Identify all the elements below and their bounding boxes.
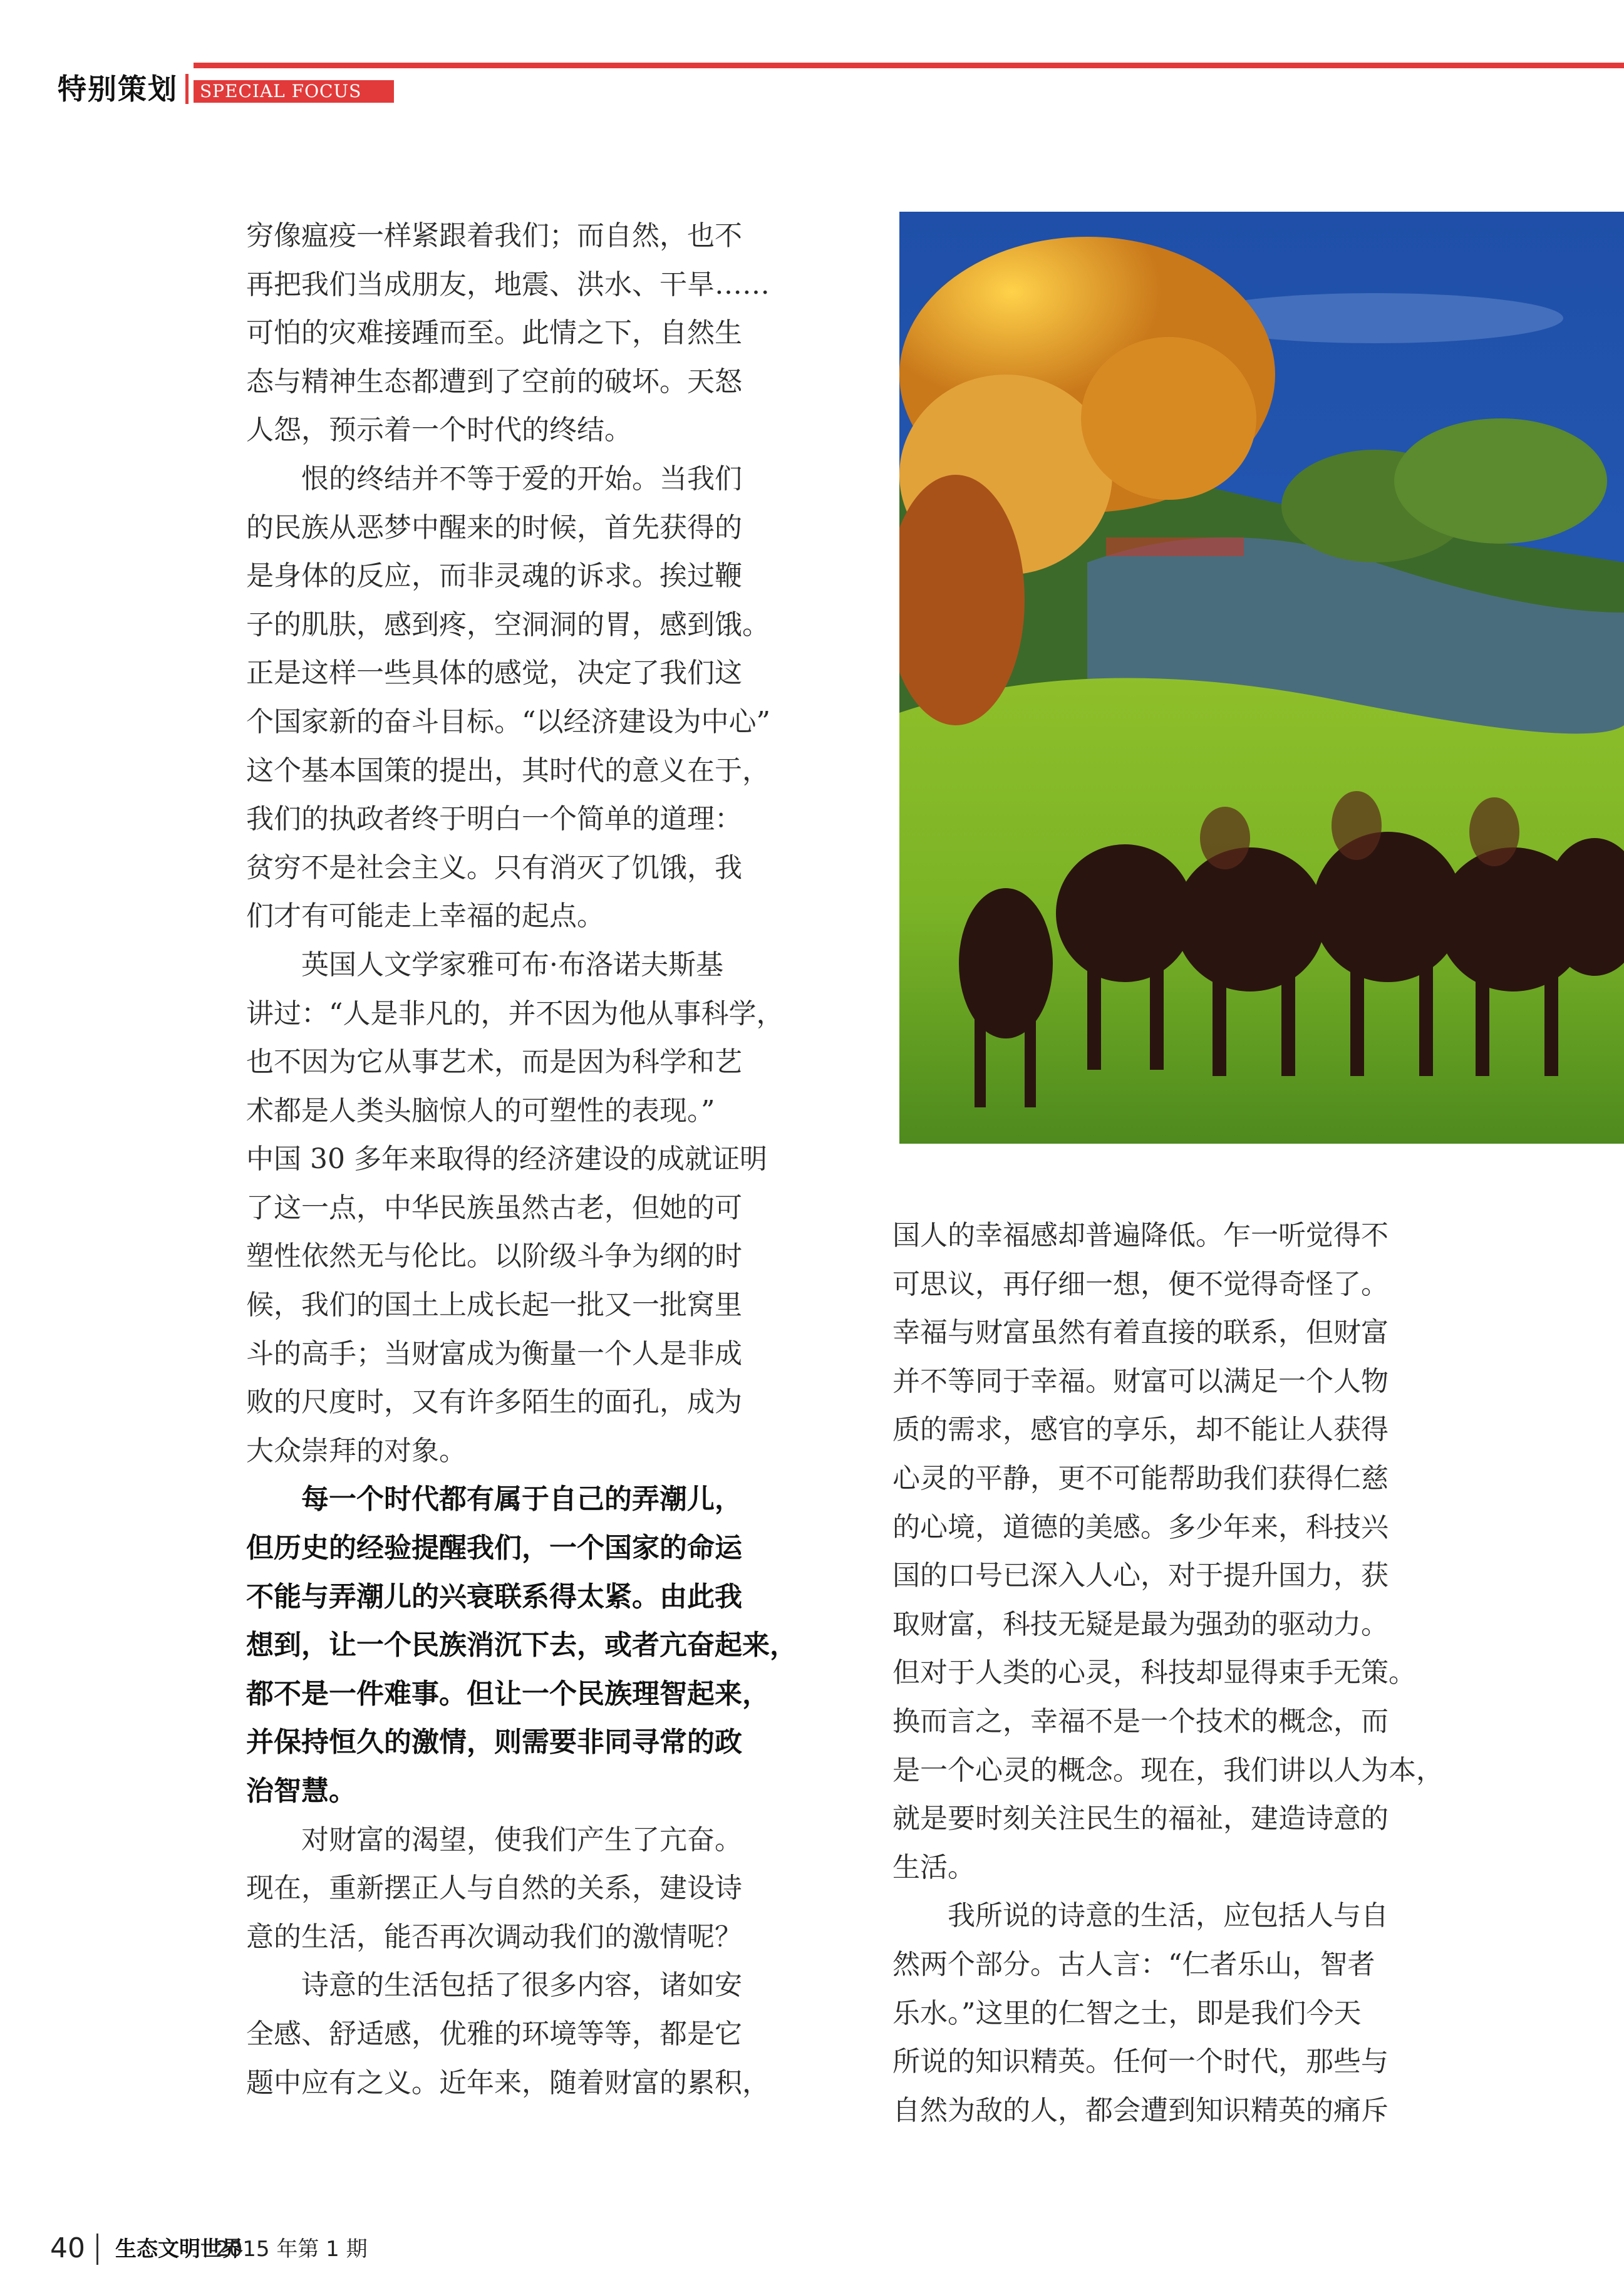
article-column-right [892,1211,1469,2135]
text-line: 是身体的反应，而非灵魂的诉求。挨过鞭 [246,560,742,593]
text-line: 了这一点，中华民族虽然古老，但她的可 [246,1191,742,1224]
text-line: 每一个时代都有属于自己的弄潮儿， [246,1483,742,1516]
text-line: 幸福与财富虽然有着直接的联系，但财富 [892,1317,1389,1349]
issue-label: 2015 年第 1 期 [215,2237,368,2262]
text-line: 心灵的平静，更不可能帮助我们获得仁慈 [892,1462,1389,1494]
text-line: 自然为敌的人，都会遭到知识精英的痛斥 [892,2094,1389,2126]
text-line: 的心境，道德的美感。多少年来，科技兴 [892,1511,1389,1543]
text-line: 全感、舒适感，优雅的环境等等，都是它 [246,2017,742,2050]
text-line: 就是要时刻关注民生的福祉，建造诗意的 [892,1803,1389,1835]
text-line: 想到，让一个民族消沉下去，或者亢奋起来， [246,1629,797,1662]
text-line: 然两个部分。古人言：“仁者乐山，智者 [892,1948,1375,1980]
text-line: 这个基本国策的提出，其时代的意义在于， [246,754,770,787]
text-line: 正是这样一些具体的感觉，决定了我们这 [246,657,742,690]
text-line: 也不因为它从事艺术，而是因为科学和艺 [246,1046,742,1079]
text-line: 中国 30 多年来取得的经济建设的成就证明 [246,1143,767,1176]
text-line: 生活。 [892,1851,975,1883]
header-divider [185,74,189,104]
header-rule [194,63,1624,68]
text-line: 候，我们的国土上成长起一批又一批窝里 [246,1289,742,1322]
text-line: 现在，重新摆正人与自然的关系，建设诗 [246,1872,742,1905]
text-line: 题中应有之义。近年来，随着财富的累积， [246,2066,770,2099]
text-line: 败的尺度时，又有许多陌生的面孔，成为 [246,1386,742,1419]
text-line: 但对于人类的心灵，科技却显得束手无策。 [892,1657,1416,1689]
text-line: 对财富的渴望，使我们产生了亢奋。 [246,1823,742,1856]
text-line: 但历史的经验提醒我们，一个国家的命运 [246,1532,742,1565]
text-line: 我们的执政者终于明白一个简单的道理： [246,803,742,836]
text-line: 人怨，预示着一个时代的终结。 [246,414,632,447]
text-line: 大众崇拜的对象。 [246,1434,467,1467]
text-line: 并保持恒久的激情，则需要非同寻常的政 [246,1726,742,1759]
section-label: 特别策划 [58,72,178,106]
text-line: 换而言之，幸福不是一个技术的概念，而 [892,1705,1389,1737]
text-line: 质的需求，感官的享乐，却不能让人获得 [892,1414,1389,1446]
text-line: 可思议，再仔细一想，便不觉得奇怪了。 [892,1268,1389,1300]
section-tag: SPECIAL FOCUS [194,80,394,103]
text-line: 国人的幸福感却普遍降低。乍一听觉得不 [892,1219,1389,1251]
text-line: 是一个心灵的概念。现在，我们讲以人为本， [892,1754,1444,1786]
text-line: 英国人文学家雅可布·布洛诺夫斯基 [246,948,723,981]
text-line: 子的肌肤，感到疼，空洞洞的胃，感到饿。 [246,608,770,641]
text-line: 取财富，科技无疑是最为强劲的驱动力。 [892,1608,1389,1640]
text-line: 不能与弄潮儿的兴衰联系得太紧。由此我 [246,1580,742,1613]
page-number: 40 [50,2232,85,2264]
text-line: 诗意的生活包括了很多内容，诸如安 [246,1969,742,2002]
horses-photo [899,212,1624,1144]
text-line: 态与精神生态都遭到了空前的破坏。天怒 [246,365,742,398]
magazine-name: 生态文明世界 [115,2237,243,2262]
text-line: 的民族从恶梦中醒来的时候，首先获得的 [246,511,742,544]
text-line: 可怕的灾难接踵而至。此情之下，自然生 [246,317,742,349]
text-line: 塑性依然无与伦比。以阶级斗争为纲的时 [246,1240,742,1273]
text-line: 乐水。”这里的仁智之士，即是我们今天 [892,1997,1362,2029]
text-line: 斗的高手；当财富成为衡量一个人是非成 [246,1337,742,1370]
text-line: 都不是一件难事。但让一个民族理智起来， [246,1677,770,1710]
text-line: 意的生活，能否再次调动我们的激情呢？ [246,1920,742,1953]
text-line: 治智慧。 [246,1775,356,1807]
footer-divider [96,2234,98,2265]
text-line: 再把我们当成朋友，地震、洪水、干旱…… [246,268,770,301]
text-line: 讲过：“人是非凡的，并不因为他从事科学， [246,997,784,1030]
article-column-left [246,212,822,2107]
text-line: 穷像瘟疫一样紧跟着我们；而自然，也不 [246,220,742,252]
text-line: 们才有可能走上幸福的起点。 [246,900,604,933]
text-line: 术都是人类头脑惊人的可塑性的表现。” [246,1094,715,1127]
text-line: 国的口号已深入人心，对于提升国力，获 [892,1560,1389,1592]
text-line: 贫穷不是社会主义。只有消灭了饥饿，我 [246,851,742,884]
text-line: 并不等同于幸福。财富可以满足一个人物 [892,1365,1389,1397]
text-line: 所说的知识精英。任何一个时代，那些与 [892,2046,1389,2078]
text-line: 恨的终结并不等于爱的开始。当我们 [246,462,742,495]
text-line: 个国家新的奋斗目标。“以经济建设为中心” [246,705,770,738]
text-line: 我所说的诗意的生活，应包括人与自 [892,1900,1389,1932]
